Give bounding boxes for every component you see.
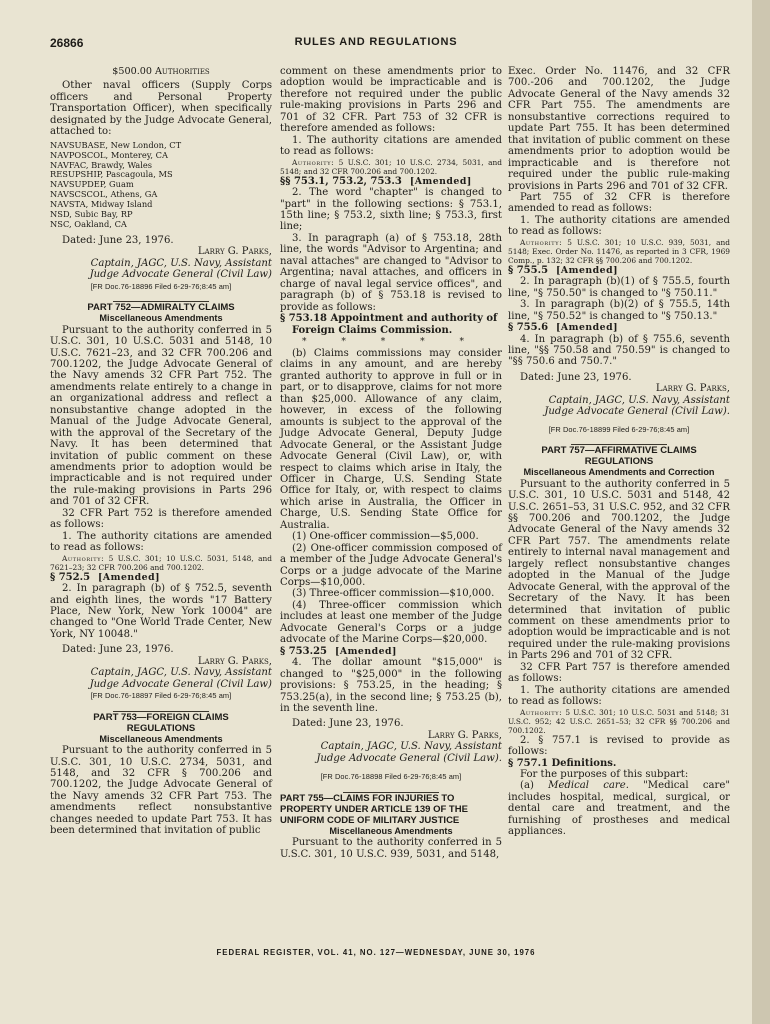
column-2: [280, 66, 502, 860]
section-heading: § 757.1 Definitions.: [508, 757, 617, 769]
amended-tag: [Amended]: [334, 645, 397, 657]
authority-text: 5 U.S.C. 301; 10 U.S.C. 5031 and 5148; 31 U.S.C. 952; 42 U.S.C. 2651–53; 32 CFR §§ 700.206 and 700.1202.: [508, 707, 730, 735]
authority-text: 5 U.S.C. 301; 10 U.S.C. 2734, 5031, and 5148; and 32 CFR 700.206 and 700.1202.: [280, 157, 503, 176]
column-1: [50, 66, 272, 837]
paragraph: 4. In paragraph (b) of § 755.6, seventh line, "§§ 750.58 and 750.59" is changed to "§§ 750.6 and 750.7.": [508, 333, 730, 368]
paragraph: Pursuant to the authority conferred in 5 U.S.C. 301, 10 U.S.C. 5031 and 5148, 42 U.S.C. 2651–53, 31 U.S.C. 952, and 32 CFR §§ 700.206 and 700.1202, the Judge Advocate General of the Navy amends 32 CFR Part 757. The amendments relate entirely to internal naval management and largely reflect nonsubstantive changes adopted in the Manual of the Judge Advocate General, with the approval of the Secretary of the Navy. It has been determined that invitation of public comment on these amendments prior to adoption would be impracticable and is not required under the rule-making provisions in Parts 296 and 701 of 32 CFR.: [508, 478, 730, 662]
paragraph-prefix: (a): [520, 780, 549, 792]
paragraph: 1. The authority citations are amended to read as follows:: [280, 134, 502, 158]
section-heading: [508, 322, 730, 333]
section-heading: [508, 265, 730, 276]
paragraph: 1. The authority citations are amended to read as follows:: [508, 684, 730, 708]
list-item: (4) Three-officer commission which includes at least one member of the Judge Advocate General's Corps or a judge advocate of the Marine Corps—$20,000.: [280, 599, 502, 646]
paragraph: 1. The authority citations are amended to read as follows:: [50, 530, 272, 554]
date-line: Dated: June 23, 1976.: [62, 644, 174, 656]
amended-tag: [Amended]: [556, 264, 618, 276]
authority-citation: [508, 708, 730, 735]
amended-tag: [Amended]: [98, 571, 160, 583]
paragraph: [508, 780, 730, 837]
authority-heading: $500.00 Authorities: [112, 66, 210, 77]
paragraph: 32 CFR Part 752 is therefore amended as follows:: [50, 507, 272, 531]
list-item: NAVSUPDEP, Guam: [50, 179, 134, 190]
page-number: 26866: [50, 36, 84, 50]
unit-list: [50, 141, 272, 230]
signer-name: Larry G. Parks,: [655, 383, 730, 395]
paragraph: 2. In paragraph (b) of § 752.5, seventh and eighth lines, the words "17 Battery Place, New York, New York 10004" are changed to "One World Trade Center, New York, NY 10048.": [50, 583, 272, 640]
paragraph: Exec. Order No. 11476, and 32 CFR 700.-206 and 700.1202, the Judge Advocate General of the Navy amends 32 CFR Part 755. The amendments are nonsubstantive corrections required to update Part 755. It has been determined that invitation of public comment on these amendments prior to adoption would be impracticable and is therefore not required under the public rule-making provisions in Parts 296 and 701 of 32 CFR.: [508, 66, 730, 192]
subheading: Miscellaneous Amendments: [99, 313, 223, 324]
signer-title: Captain, JAGC, U.S. Navy, Assistant Judge Advocate General (Civil Law).: [544, 394, 730, 418]
section-heading: [280, 176, 502, 187]
signer-name: Larry G. Parks,: [197, 246, 272, 258]
paragraph: 4. The dollar amount "$15,000" is changed to "$25,000" in the following provisions: § 753.25, in the heading; § 753.25(a), in the second line; § 753.25 (b), in the seventh line.: [280, 657, 502, 715]
section-number: § 753.25: [280, 645, 327, 657]
page-header: [0, 36, 752, 56]
authority-text: 5 U.S.C. 301; 10 U.S.C. 939, 5031, and 5148; Exec. Order No. 11476, as reported in 3 CFR, 1969 Comp., p. 132; 32 CFR §§ 700.206 and 700.1202.: [508, 237, 730, 265]
section-heading: [280, 646, 502, 657]
part-heading: PART 752—ADMIRALTY CLAIMS: [87, 302, 235, 314]
paragraph: 2. The word "chapter" is changed to "part" in the following sections: § 753.1, 15th line; § 753.2, sixth line; § 753.3, first line;: [280, 187, 502, 233]
section-heading: § 753.18 Appointment and authority of Foreign Claims Commission.: [280, 313, 498, 336]
paragraph: Pursuant to the authority conferred in 5 U.S.C. 301, 10 U.S.C. 5031 and 5148, 10 U.S.C. 7621–23, and 32 CFR 700.206 and 700.1202, the Judge Advocate General of the Navy amends 32 CFR Part 752. The amendments relate entirely to a change in an organizational address and reflect a nonsubstantive change adopted in the Manual of the Judge Advocate General, with the approval of the Secretary of the Navy. It has been determined that invitation of public comment on these amendments prior to adoption would be impracticable and is not required under the rule-making provisions in Parts 296 and 701 of 32 CFR.: [50, 324, 272, 508]
column-3: [508, 66, 730, 838]
section-number: § 755.5: [508, 264, 549, 276]
fr-doc-line: [FR Doc.76-18898 Filed 6-29-76;8:45 am]: [320, 772, 462, 782]
list-item: (1) One-officer commission—$5,000.: [292, 531, 479, 543]
authority-citation: [508, 238, 730, 265]
fr-doc-line: [FR Doc.76-18899 Filed 6-29-76;8:45 am]: [548, 424, 690, 434]
paragraph: 2. In paragraph (b)(1) of § 755.5, fourth line, "§ 750.50" is changed to "§ 750.11.": [508, 276, 730, 299]
paragraph: For the purposes of this subpart:: [520, 769, 689, 781]
signature-block: [50, 246, 272, 280]
list-item: NAVFAC, Brawdy, Wales: [50, 159, 153, 170]
authority-citation: [280, 158, 502, 176]
authority-label: Authority:: [62, 553, 105, 563]
paragraph: (b) Claims commissions may consider claims in any amount, and are hereby granted authority to approve in full or in part, or to disapprove, claims for not more than $25,000. Allowance of any claim, however, in excess of the following amounts is subject to the approval of the Judge Advocate General, Deputy Judge Advocate General, or the Assistant Judge Advocate General (Civil Law), or, with respect to claims which arise in Italy, the Officer in Charge, U.S. Sending State Office for Italy, or, with respect to claims which arise in Australia, the Officer in Charge, U.S. Sending State Office for Australia.: [280, 347, 502, 531]
date-line: Dated: June 23, 1976.: [520, 371, 632, 383]
paragraph: comment on these amendments prior to adoption would be impracticable and is therefore not required under the public rule-making provisions in Parts 296 and 701 of 32 CFR. Part 753 of 32 CFR is therefore amended as follows:: [280, 66, 502, 135]
ellipsis-stars: * * * * *: [302, 336, 480, 347]
amended-tag: [Amended]: [556, 322, 618, 334]
signer-name: Larry G. Parks,: [427, 729, 502, 741]
subheading: Miscellaneous Amendments and Correction: [523, 467, 715, 478]
signer-title: Captain, JAGC, U.S. Navy, Assistant Judge Advocate General (Civil Law).: [316, 741, 502, 764]
page-footer: FEDERAL REGISTER, VOL. 41, NO. 127—WEDNESDAY, JUNE 30, 1976: [216, 948, 536, 957]
section-number: § 755.6: [508, 322, 549, 334]
subheading: Miscellaneous Amendments: [99, 733, 223, 744]
list-item: NAVSTA, Midway Island: [50, 199, 153, 210]
signer-title: Captain, JAGC, U.S. Navy, Assistant Judge Advocate General (Civil Law): [89, 667, 272, 690]
paragraph: 1. The authority citations are amended to read as follows:: [508, 214, 730, 238]
list-item: NAVSCSCOL, Athens, GA: [50, 189, 158, 200]
section-heading: [50, 572, 272, 583]
paragraph: 3. In paragraph (a) of § 753.18, 28th line, the words "Advisor to Argentina; and naval attaches" are changed to "Advisor to Argentina; naval attaches, and officers in charge of naval legal service offices", and paragraph (b) of § 753.18 is revised to provide as follows:: [280, 232, 502, 313]
authority-label: Authority:: [520, 237, 563, 247]
authority-citation: [50, 554, 272, 572]
fr-doc-line: [FR Doc.76-18897 Filed 6-29-76;8:45 am]: [90, 691, 232, 701]
paragraph: 2. § 757.1 is revised to provide as follows:: [508, 734, 730, 758]
signer-title: Captain, JAGC, U.S. Navy, Assistant Judge Advocate General (Civil Law): [89, 257, 272, 281]
paragraph: 3. In paragraph (b)(2) of § 755.5, 14th line, "§ 750.52" is changed to "§ 750.13.": [508, 299, 730, 322]
date-line: Dated: June 23, 1976.: [292, 718, 404, 730]
list-item: NAVSUBASE, New London, CT: [50, 139, 182, 150]
subheading: Miscellaneous Amendments: [329, 825, 453, 836]
paragraph: 32 CFR Part 757 is therefore amended as follows:: [508, 661, 730, 685]
list-item: (2) One-officer commission composed of a member of the Judge Advocate General's Corps or a judge advocate of the Marine Corps—$10,000.: [280, 542, 502, 589]
part-heading: PART 753—FOREIGN CLAIMS REGULATIONS: [93, 711, 229, 734]
authority-label: Authority:: [520, 707, 563, 717]
paragraph: Part 755 of 32 CFR is therefore amended to read as follows:: [508, 191, 730, 215]
list-item: RESUPSHIP, Pascagoula, MS: [50, 169, 173, 180]
authority-label: Authority:: [292, 157, 335, 167]
signature-block: [508, 383, 730, 417]
section-number: § 752.5: [50, 571, 91, 583]
part-heading: PART 755—CLAIMS FOR INJURIES TO PROPERTY UNDER ARTICLE 139 OF THE UNIFORM CODE OF MILITARY JUSTICE: [280, 792, 468, 826]
list-item: NAVPOSCOL, Monterey, CA: [50, 149, 168, 160]
signer-name: Larry G. Parks,: [197, 655, 272, 667]
page-edge-shadow: [752, 0, 770, 1024]
signature-block: [280, 730, 502, 764]
paragraph: Pursuant to the authority conferred in 5 U.S.C. 301, 10 U.S.C. 2734, 5031, and 5148, and 32 CFR § 700.206 and 700.1202, the Judge Advocate General of the Navy amends 32 CFR Part 753. The amendments reflect nonsubstantive changes needed to update Part 753. It has been determined that invitation of public: [50, 745, 272, 837]
authority-text: 5 U.S.C. 301; 10 U.S.C. 5031, 5148, and 7621–23; 32 CFR 700.206 and 700.1202.: [50, 553, 273, 572]
amended-tag: [Amended]: [409, 175, 472, 187]
list-item: (3) Three-officer commission—$10,000.: [292, 588, 495, 600]
running-head: RULES AND REGULATIONS: [294, 36, 458, 48]
paragraph: Other naval officers (Supply Corps officers and Personal Property Transportation Officer), when specifically designated by the Judge Advocate General, attached to:: [50, 80, 272, 138]
list-item: NSD, Subic Bay, RP: [50, 209, 133, 220]
paragraph: Pursuant to the authority conferred in 5 U.S.C. 301, 10 U.S.C. 939, 5031, and 5148,: [280, 837, 502, 860]
date-line: Dated: June 23, 1976.: [62, 234, 174, 246]
defined-term: Medical care.: [548, 780, 629, 792]
fr-doc-line: [FR Doc.76-18896 Filed 6-29-76;8:45 am]: [90, 281, 232, 291]
definition-text: "Medical care" includes hospital, medical, surgical, or dental care and treatment, and the furnishing of prostheses and medical appliances.: [508, 780, 730, 838]
section-number: §§ 753.1, 753.2, 753.3: [280, 175, 402, 187]
signature-block: [50, 656, 272, 690]
list-item: NSC, Oakland, CA: [50, 218, 127, 229]
part-heading: PART 757—AFFIRMATIVE CLAIMS REGULATIONS: [541, 445, 697, 468]
